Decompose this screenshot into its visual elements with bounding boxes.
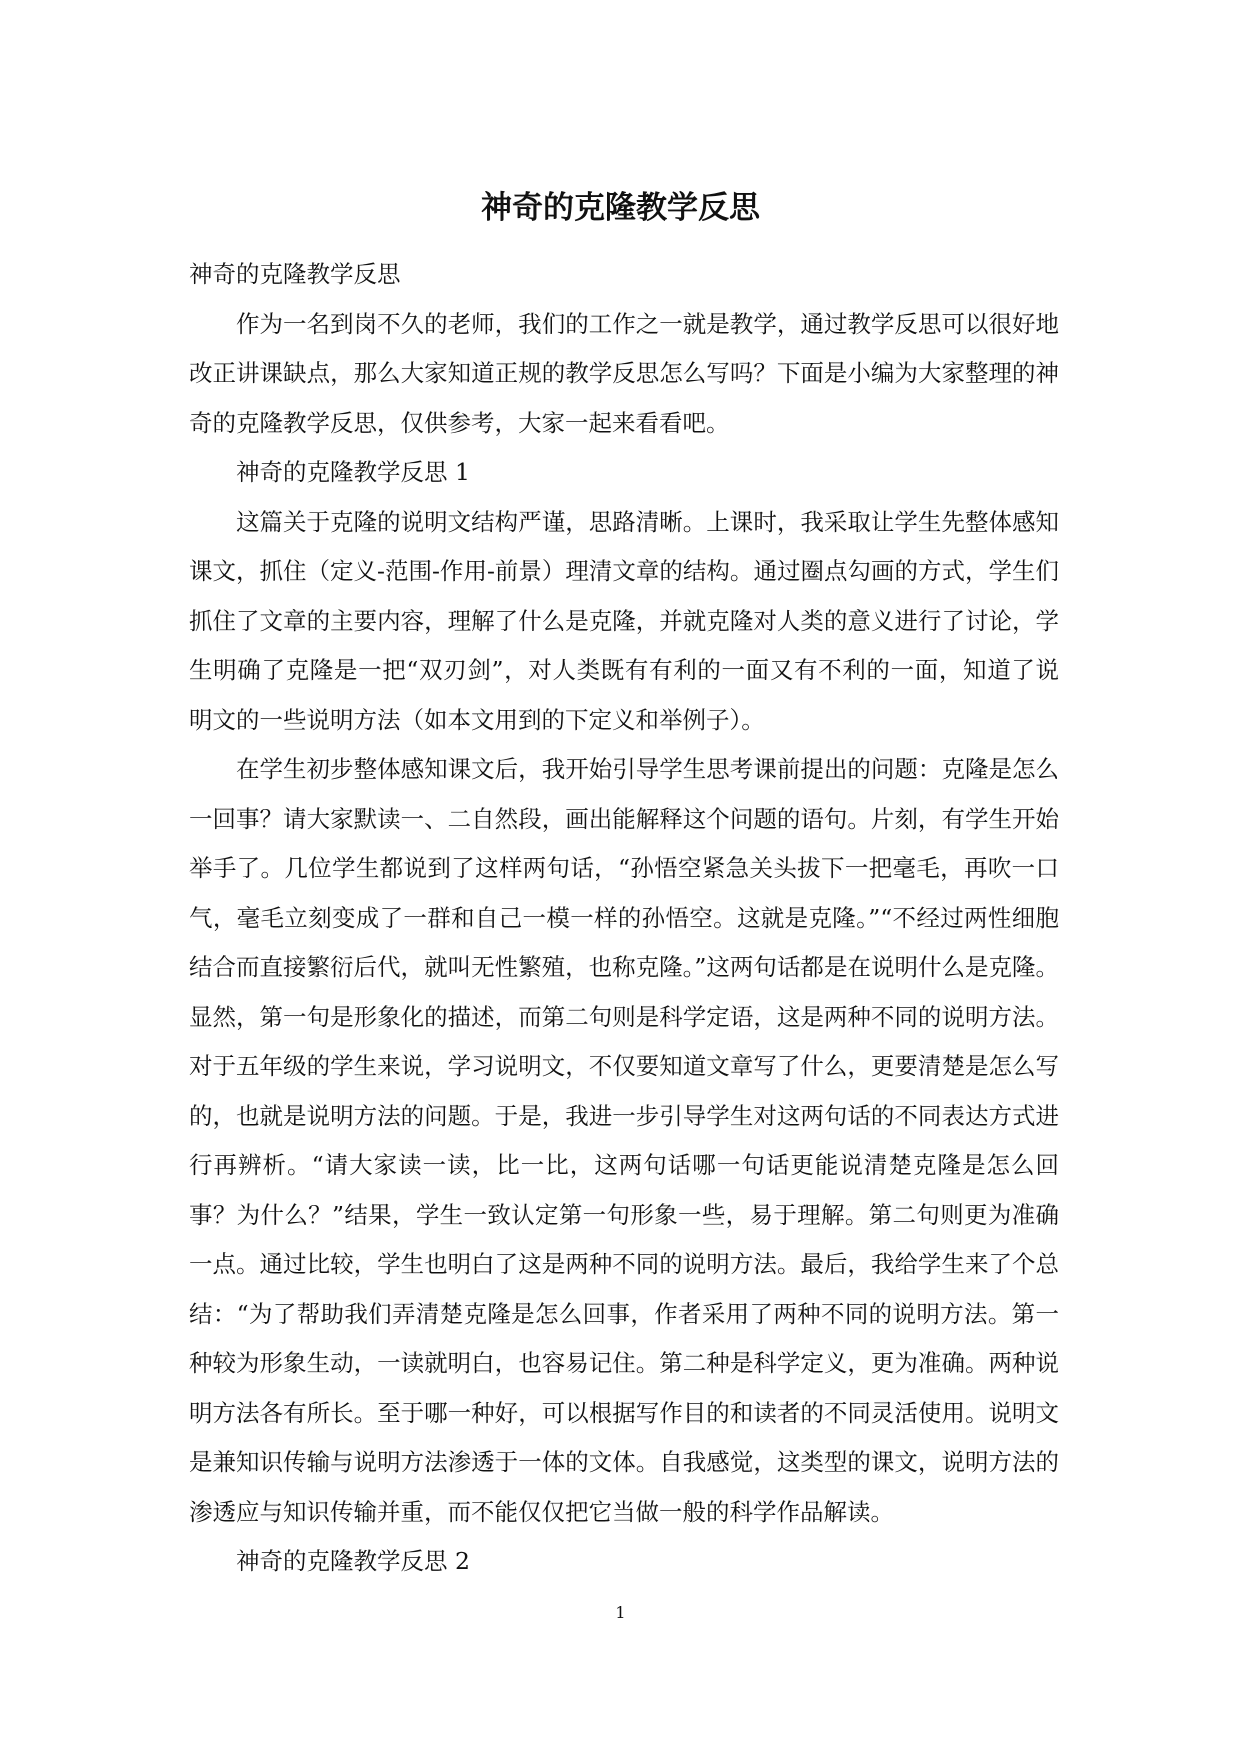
document-body <box>189 250 1059 1587</box>
intro-paragraph: 作为一名到岗不久的老师，我们的工作之一就是教学，通过教学反思可以很好地改正讲课缺点，那么大家知道正规的教学反思怎么写吗？下面是小编为大家整理的神奇的克隆教学反思，仅供参考，大家一起来看看吧。 <box>189 309 1059 437</box>
section-1-paragraph-2: 在学生初步整体感知课文后，我开始引导学生思考课前提出的问题：克隆是怎么一回事？请大家默读一、二自然段，画出能解释这个问题的语句。片刻，有学生开始举手了。几位学生都说到了这样两句话，“孙悟空紧急关头拔下一把毫毛，再吹一口气，毫毛立刻变成了一群和自己一模一样的孙悟空。这就是克隆。”“不经过两性细胞结合而直接繁衍后代，就叫无性繁殖，也称克隆。”这两句话都是在说明什么是克隆。显然，第一句是形象化的描述，而第二句则是科学定语，这是两种不同的说明方法。对于五年级的学生来说，学习说明文，不仅要知道文章写了什么，更要清楚是怎么写的，也就是说明方法的问题。于是，我进一步引导学生对这两句话的不同表达方式进行再辨析。“请大家读一读，比一比，这两句话哪一句话更能说清楚克隆是怎么回事？为什么？”结果，学生一致认定第一句形象一些，易于理解。第二句则更为准确一点。通过比较，学生也明白了这是两种不同的说明方法。最后，我给学生来了个总结：“为了帮助我们弄清楚克隆是怎么回事，作者采用了两种不同的说明方法。第一种较为形象生动，一读就明白，也容易记住。第二种是科学定义，更为准确。两种说明方法各有所长。至于哪一种好，可以根据写作目的和读者的不同灵活使用。说明文是兼知识传输与说明方法渗透于一体的文体。自我感觉，这类型的课文，说明方法的渗透应与知识传输并重，而不能仅仅把它当做一般的科学作品解读。 <box>189 755 1059 1526</box>
document-title: 神奇的克隆教学反思 <box>481 190 760 226</box>
section-heading-2: 神奇的克隆教学反思 2 <box>236 1547 470 1575</box>
section-1-paragraph-1: 这篇关于克隆的说明文结构严谨，思路清晰。上课时，我采取让学生先整体感知课文，抓住（定义-范围-作用-前景）理清文章的结构。通过圈点勾画的方式，学生们抓住了文章的主要内容，理解了什么是克隆，并就克隆对人类的意义进行了讨论，学生明确了克隆是一把“双刃剑”，对人类既有有利的一面又有不利的一面，知道了说明文的一些说明方法（如本文用到的下定义和举例子）。 <box>189 507 1059 734</box>
document-subtitle: 神奇的克隆教学反思 <box>189 260 401 288</box>
section-heading-1: 神奇的克隆教学反思 1 <box>236 458 470 486</box>
page-number: 1 <box>615 1603 626 1622</box>
